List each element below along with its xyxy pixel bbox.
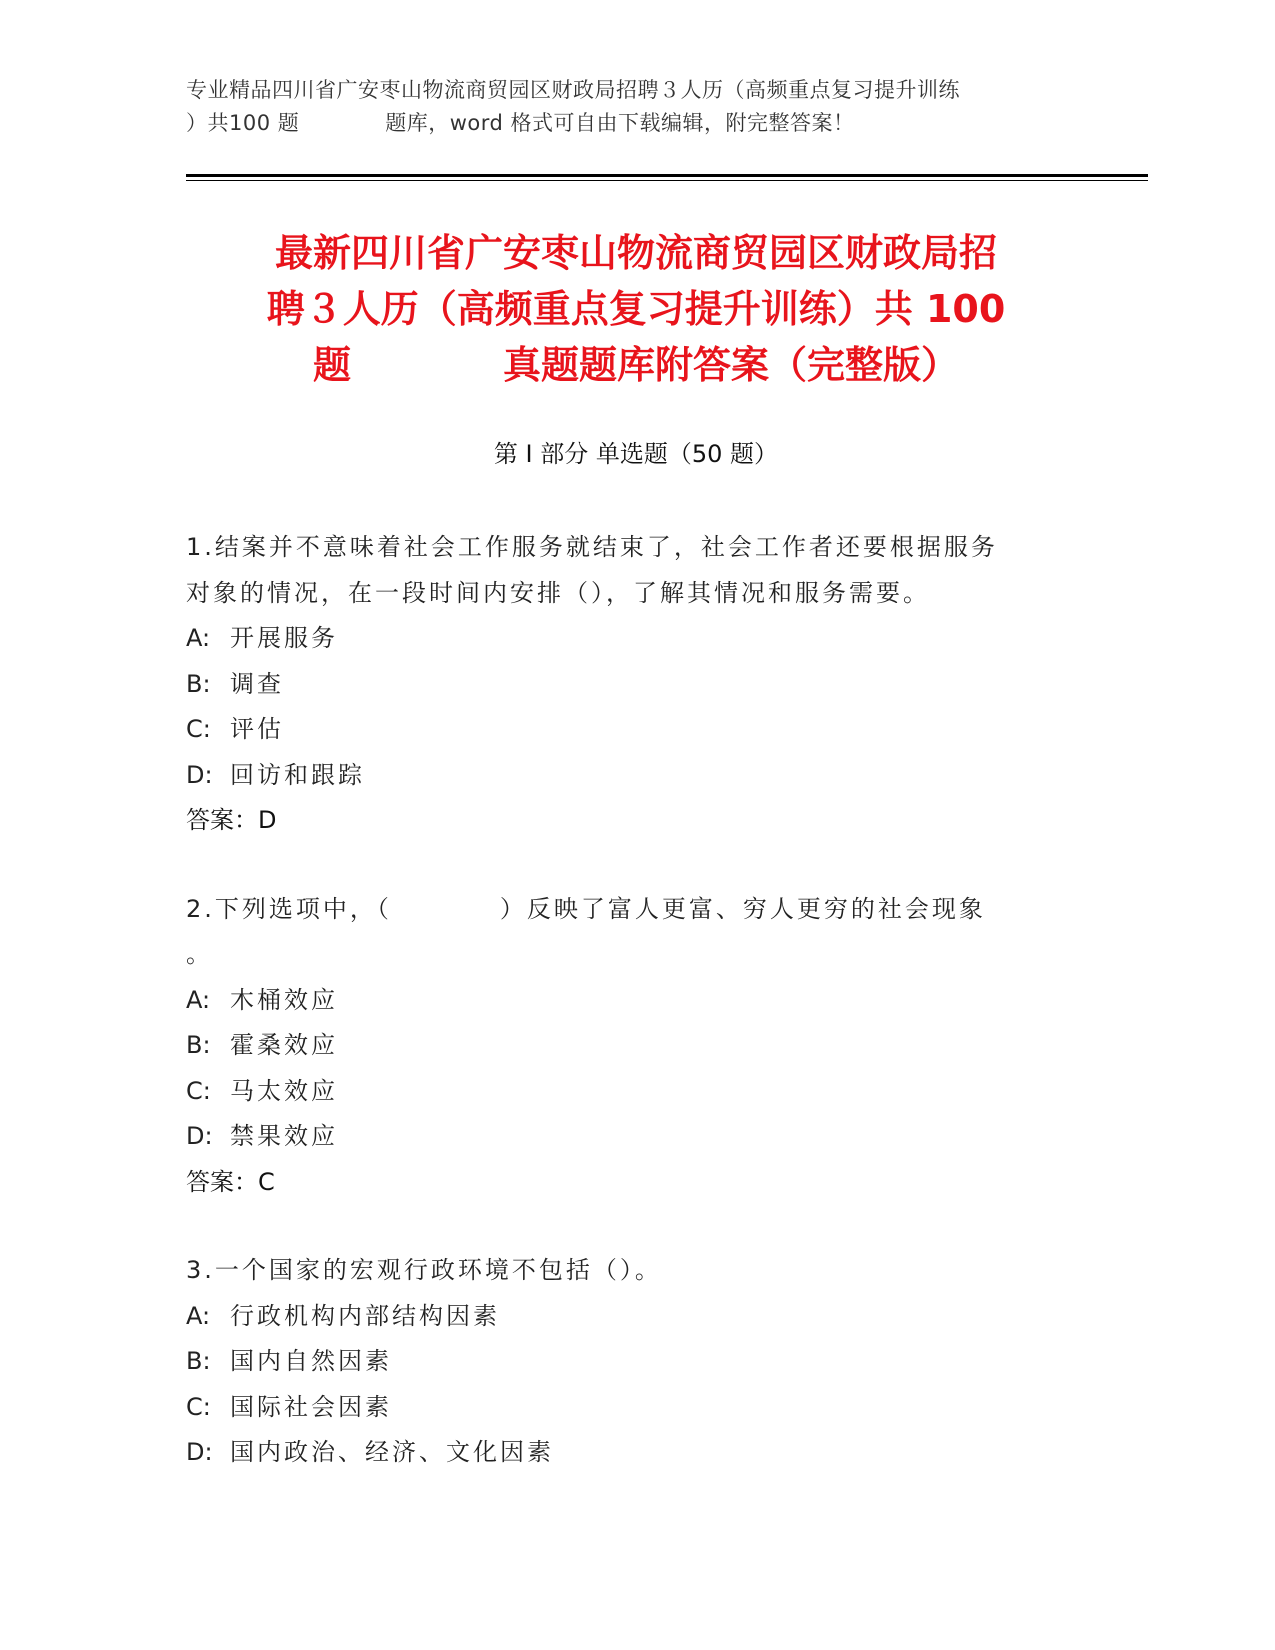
option-key: B: — [186, 669, 211, 698]
question-stem-line: 1.结案并不意味着社会工作服务就结束了，社会工作者还要根据服务 — [186, 533, 998, 561]
header-divider-thick — [186, 174, 1148, 177]
option-key: C: — [186, 715, 211, 743]
option-text: 禁果效应 — [230, 1122, 338, 1150]
option-a — [186, 1294, 1066, 1340]
option-b — [186, 1339, 1066, 1385]
header-note — [186, 74, 1086, 140]
option-a — [186, 616, 1066, 662]
document-title-line: 最新四川省广安枣山物流商贸园区财政局招 — [274, 231, 997, 275]
question-stem — [186, 525, 1066, 616]
option-text: 马太效应 — [230, 1076, 338, 1105]
option-text: 评估 — [230, 715, 284, 743]
option-d — [186, 753, 1066, 799]
option-d — [186, 1430, 1066, 1476]
option-key: A: — [186, 624, 211, 652]
option-text: 回访和跟踪 — [230, 760, 365, 789]
document-title-line: 题 真题题库附答案（完整版） — [312, 343, 959, 387]
option-key: B: — [186, 1031, 211, 1059]
header-note-line: 专业精品四川省广安枣山物流商贸园区财政局招聘３人历（高频重点复习提升训练 — [186, 78, 960, 102]
option-key: B: — [186, 1347, 211, 1375]
option-key: A: — [186, 1301, 211, 1330]
option-key: A: — [186, 985, 211, 1014]
question-3 — [186, 1248, 1066, 1476]
answer-line: 答案：D — [186, 806, 277, 834]
option-c — [186, 1385, 1066, 1431]
option-text: 霍桑效应 — [230, 1031, 338, 1059]
option-text: 行政机构内部结构因素 — [230, 1301, 500, 1330]
question-stem-line: 3.一个国家的宏观行政环境不包括（）。 — [186, 1256, 662, 1284]
option-a — [186, 978, 1066, 1024]
question-stem-line: 对象的情况，在一段时间内安排（），了解其情况和服务需要。 — [186, 578, 930, 607]
option-key: D: — [186, 1438, 213, 1466]
option-text: 国内政治、经济、文化因素 — [230, 1438, 554, 1466]
question-stem — [186, 887, 1066, 978]
option-c — [186, 707, 1066, 753]
answer-line: 答案：C — [186, 1167, 275, 1196]
question-stem — [186, 1248, 1066, 1294]
option-key: D: — [186, 1122, 213, 1150]
document-title — [186, 225, 1086, 393]
header-divider-thin — [186, 180, 1148, 181]
option-text: 开展服务 — [230, 624, 338, 652]
question-2 — [186, 887, 1066, 1206]
option-key: D: — [186, 760, 213, 789]
option-text: 调查 — [230, 669, 284, 698]
option-d — [186, 1114, 1066, 1160]
option-text: 国内自然因素 — [230, 1347, 392, 1375]
option-c — [186, 1069, 1066, 1115]
section-title: 第 I 部分 单选题（50 题） — [493, 440, 779, 468]
option-key: C: — [186, 1392, 211, 1421]
option-text: 国际社会因素 — [230, 1392, 392, 1421]
option-b — [186, 1023, 1066, 1069]
question-1 — [186, 525, 1066, 844]
document-title-line: 聘３人历（高频重点复习提升训练）共 100 — [266, 287, 1006, 331]
option-b — [186, 662, 1066, 708]
option-key: C: — [186, 1076, 211, 1105]
question-stem-line: 。 — [186, 940, 213, 968]
question-list — [186, 525, 1066, 1519]
option-text: 木桶效应 — [230, 985, 338, 1014]
question-stem-line: 2.下列选项中，（ ）反映了富人更富、穷人更穷的社会现象 — [186, 894, 986, 923]
header-note-line: ）共100 题 题库，word 格式可自由下载编辑，附完整答案！ — [186, 111, 855, 135]
